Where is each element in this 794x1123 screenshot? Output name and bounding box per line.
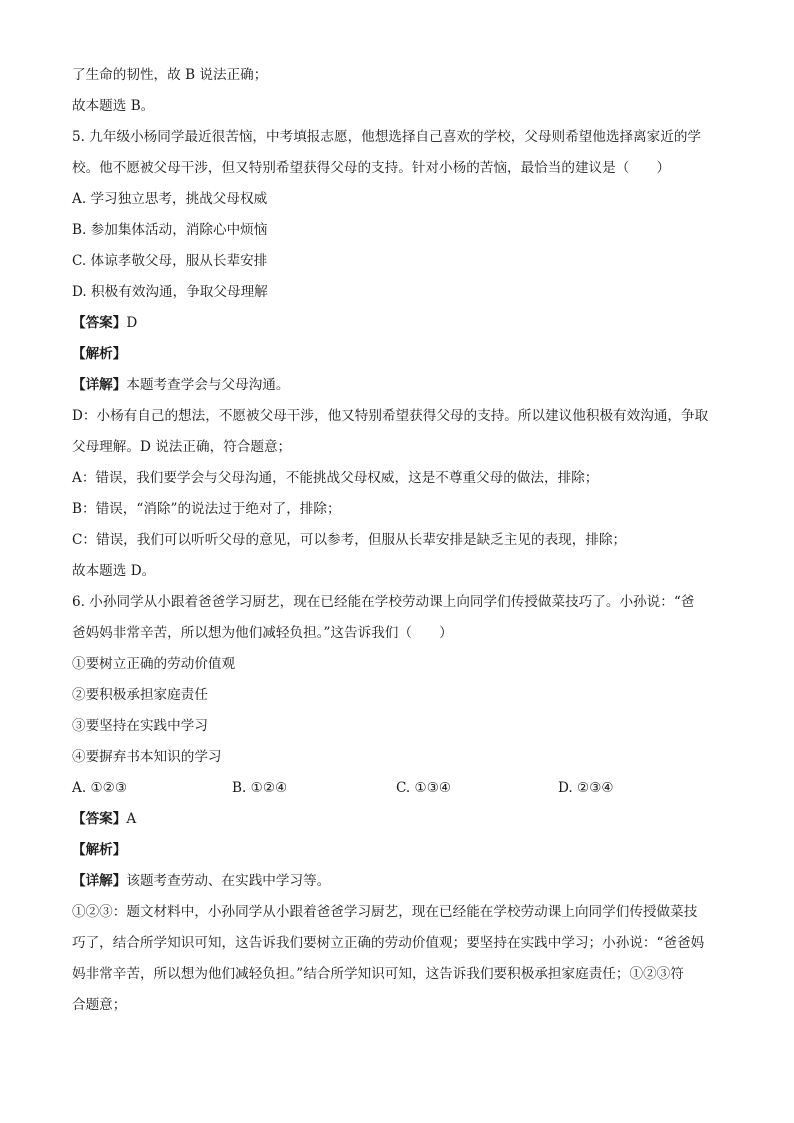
explanation-line: 妈非常辛苦，所以想为他们减轻负担。”结合所学知识可知，这告诉我们要积极承担家庭责任；①②③符: [72, 966, 684, 982]
detail-tag: 【详解】: [72, 377, 127, 393]
detail-text: 本题考查学会与父母沟通。: [126, 377, 290, 393]
explanation-line: B：错误，“消除”的说法过于绝对了，排除；: [72, 501, 341, 517]
analysis-tag: 【解析】: [72, 346, 127, 362]
detail-text: 该题考查劳动、在实践中学习等。: [126, 873, 331, 889]
detail-line: [72, 370, 732, 401]
option-a: A. ①②③: [72, 780, 128, 796]
document-page: [72, 60, 732, 1021]
explanation-line: ①②③：题文材料中，小孙同学从小跟着爸爸学习厨艺，现在已经能在学校劳动课上向同学们传授做菜技: [72, 904, 698, 920]
statement-1: ①要树立正确的劳动价值观: [72, 656, 236, 672]
option-d: D. 积极有效沟通，争取父母理解: [72, 284, 268, 300]
conclusion-line: 故本题选 D。: [72, 563, 156, 579]
answer-line: [72, 804, 732, 835]
option-a: A. 学习独立思考，挑战父母权威: [72, 191, 268, 207]
answer-tag: 【答案】: [72, 811, 127, 827]
question-6-stem: 6. 小孙同学从小跟着爸爸学习厨艺，现在已经能在学校劳动课上向同学们传授做菜技巧了。小孙说：“爸: [72, 594, 695, 610]
option-d: D. ②③④: [558, 780, 614, 796]
text-line: 故本题选 B。: [72, 98, 155, 114]
analysis-tag: 【解析】: [72, 842, 127, 858]
answer-value: D: [126, 315, 138, 331]
explanation-line: 父母理解。D 说法正确，符合题意；: [72, 439, 292, 455]
answer-line: [72, 308, 732, 339]
text-line: 了生命的韧性，故 B 说法正确；: [72, 67, 268, 83]
explanation-line: C：错误，我们可以听听父母的意见，可以参考，但服从长辈安排是缺乏主见的表现，排除；: [72, 532, 627, 548]
answer-tag: 【答案】: [72, 315, 127, 331]
question-6-stem: 爸妈妈非常辛苦，所以想为他们减轻负担。”这告诉我们（ ）: [72, 625, 453, 641]
explanation-line: 巧了，结合所学知识可知，这告诉我们要树立正确的劳动价值观；要坚持在实践中学习；小孙说：“爸爸妈: [72, 935, 705, 951]
statement-2: ②要积极承担家庭责任: [72, 687, 208, 703]
statement-3: ③要坚持在实践中学习: [72, 718, 208, 734]
question-5-stem: 5. 九年级小杨同学最近很苦恼，中考填报志愿，他想选择自己喜欢的学校，父母则希望他选择离家近的学: [72, 129, 702, 145]
detail-line: [72, 866, 732, 897]
detail-tag: 【详解】: [72, 873, 127, 889]
option-c: C. 体谅孝敬父母，服从长辈安排: [72, 253, 268, 269]
explanation-line: D：小杨有自己的想法，不愿被父母干涉，他又特别希望获得父母的支持。所以建议他积极有效沟通，争取: [72, 408, 709, 424]
question-5-stem: 校。他不愿被父母干涉，但又特别希望获得父母的支持。针对小杨的苦恼，最恰当的建议是（ ）: [72, 160, 671, 176]
option-b: B. 参加集体活动，消除心中烦恼: [72, 222, 268, 238]
options-row: [72, 773, 732, 804]
answer-value: A: [126, 811, 137, 827]
statement-4: ④要摒弃书本知识的学习: [72, 749, 222, 765]
explanation-line: A：错误，我们要学会与父母沟通，不能挑战父母权威，这是不尊重父母的做法，排除；: [72, 470, 599, 486]
option-b: B. ①②④: [232, 780, 288, 796]
option-c: C. ①③④: [396, 780, 452, 796]
explanation-line: 合题意；: [72, 997, 127, 1013]
